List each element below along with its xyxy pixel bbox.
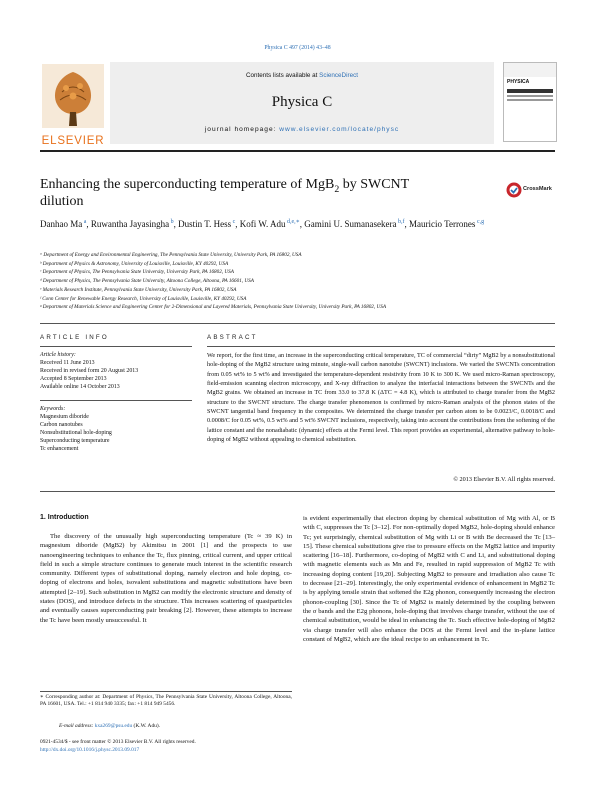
email-link[interactable]: kxa269@psu.edu bbox=[94, 723, 133, 729]
issn-line: 0921-4534/$ - see front matter © 2013 Elsevier B.V. All rights reserved. bbox=[40, 739, 196, 745]
affiliation-item: ᶜ Department of Physics, The Pennsylvania State University, University Park, PA 16802, USA bbox=[40, 269, 234, 276]
copyright-line: © 2013 Elsevier B.V. All rights reserved. bbox=[453, 476, 555, 483]
affiliation-item: ᵍ Department of Materials Science and Engineering Center for 2-Dimensional and Layered Materials, Pennsylvania State University, University Park, PA 16802, USA bbox=[40, 304, 387, 311]
affiliation-list bbox=[40, 251, 555, 312]
affiliations-rule bbox=[40, 323, 555, 324]
email-tail: (K.W. Adu). bbox=[132, 723, 160, 729]
affiliation-item: ᵇ Department of Physics & Astronomy, University of Louisville, Louisville, KY 40292, USA bbox=[40, 260, 229, 267]
article-info-heading: ARTICLE INFO bbox=[40, 334, 109, 341]
journal-reference[interactable]: Physica C 497 (2014) 43–48 bbox=[264, 45, 331, 51]
header-rule bbox=[40, 150, 555, 152]
author-affiliation-mark[interactable]: c bbox=[231, 219, 236, 225]
homepage-prefix: journal homepage: bbox=[204, 126, 280, 133]
journal-cover[interactable] bbox=[503, 62, 557, 142]
keyword-item: Magnesium diboride bbox=[40, 414, 89, 421]
keyword-item: Nonsubstitutional hole-doping bbox=[40, 430, 112, 437]
keywords-label: Keywords: bbox=[40, 406, 66, 412]
abstract-rule bbox=[207, 346, 555, 347]
affiliation-item: ᶠ Conn Center for Renewable Energy Research, University of Louisville, Louisville, KY 40292, USA bbox=[40, 295, 247, 302]
author-name: Ruwantha Jayasingha bbox=[90, 219, 170, 229]
author-affiliation-mark[interactable]: b,f bbox=[396, 219, 405, 225]
author-affiliation-mark[interactable]: c,g bbox=[475, 219, 485, 225]
author-name: Gamini U. Sumanasekera bbox=[304, 219, 397, 229]
journal-homepage bbox=[110, 126, 494, 133]
contents-prefix: Contents lists available at bbox=[245, 72, 320, 79]
email-label: E-mail address: bbox=[59, 723, 95, 729]
corresponding-footnote: ∗ Corresponding author at: Department of Physics, The Pennsylvania State University, Altoona College, Altoona, PA 16601, USA. Tel.: +1 814 940 3335; fax: +1 814 949 5456. bbox=[40, 694, 292, 708]
author-name: Kofi W. Adu bbox=[239, 219, 286, 229]
author-affiliation-mark[interactable]: d,e,∗ bbox=[285, 219, 300, 225]
keyword-item: Tc enhancement bbox=[40, 446, 79, 453]
author-affiliation-mark[interactable]: a bbox=[82, 219, 87, 225]
crossmark-label: CrossMark bbox=[523, 186, 552, 192]
author-list: Danhao Ma $^a$, Ruwantha Jayasingha $^b$, Dustin T. Hess $^c$, Kofi W. Adu $^{d,e,∗}$, Gamini U. Sumanasekera $^{b,f}$, Mauricio Terrones $^{c,g}$ bbox=[40, 219, 485, 229]
article-history bbox=[40, 351, 190, 391]
article-title: Enhancing the superconducting temperature of MgB$_2$ by SWCNT dilution bbox=[40, 177, 410, 209]
author-name: Dustin T. Hess bbox=[178, 219, 232, 229]
abstract-heading: ABSTRACT bbox=[207, 334, 258, 341]
abstract-text: We report, for the first time, an increase in the superconducting critical temperature, TC of commercial “dirty” MgB2 by a nonsubstitutional hole-doping of the MgB2 structure using minute, single-wall carbon nanotube (SWCNT) inclusions. We varied the SWCNTs concentration from 0.05 wt% to 5 wt% and investigated the temperature-dependent resistivity from 10 K to 300 K. We used micro-Raman spectroscopy, field-emission scanning electron microscopy, and X-ray diffraction to analyze the interfacial interactions between the SWCNTs and the MgB2 grains. We obtained an increase in TC from 33.0 to 37.8 K (ΔTC = 4.8 K), which is attributed to charge transfer from the MgB2 structure to the SWCNT structure. The charge transfer phenomenon is confirmed by micro-Raman analysis of the phonon states of the SWCNT tangential band frequency in the composites. We determined the charge transfer per carbon atom to be 0.0023/C, 0.0018/C and 0.0008/C for 0.05 wt%, 0.5 wt% and 5 wt% SWCNT inclusions, respectively, taking into account the contributions from the softening of the lattice constant and the nonadiabatic (dynamic) effects at the Fermi level. This report provides an experimental, alternative pathway to hole-doping of MgB2 without appealing to chemical substitution. bbox=[207, 352, 555, 444]
affiliation-item: ᵈ Department of Physics, The Pennsylvania State University, Altoona College, Altoona, PA 16601, USA bbox=[40, 278, 254, 285]
introduction-col1: The discovery of the unusually high superconducting temperature (Tc ≈ 39 K) in magnesium diboride (MgB2) by Akimitsu in 2001 [1] and the prospects to use nanoengineering techniques to enhance the Tc, flux pinning, critical current, and upper critical field in such a simple structure continues to generate much interest in the scientific research community. Different types of substitutional doping, namely electron and hole doping, co-doping of electrons and holes, isovalent substitutions and magnetic substitutions have been attempted [2–19]. Such substitution in MgB2 can modify the electronic structure and density of states (DOS), and introduce defects in the structure. This increases scattering of quasiparticles and eventually causes superconducting pair breaking [2]. However, these attempts to increase the Tc have been mostly unsuccessful. It bbox=[40, 533, 292, 624]
history-received: Received 11 June 2013 bbox=[40, 360, 95, 367]
introduction-heading: 1. Introduction bbox=[40, 514, 89, 521]
introduction-col2: is evident experimentally that electron doping by chemical substitution of Mg with Al, or B with C, suppresses the Tc [3–12]. For non-optimally doped MgB2, hole-doping should enhance Tc; yet surprisingly, chemical substitution of Mg with Li or B with Be decreased the Tc [13–15]. These chemical substitutions give rise to pressure effects on the MgB2 lattice and impurity scattering [16–18]. Furthermore, co-doping of MgB2 with C and Li, and substitutional doping with magnetic elements such as Mn and Fe, resulted in rapid suppression of MgB2 Tc with increasing doping content [19,20]. Subjecting MgB2 to pressure and irradiation also cause Tc to decrease [21–29]. Interestingly, the only experimental evidence of enhancement in MgB2 Tc is by applying tensile strain that softened the E2g phonon, consequently increasing the electron phonon-coupling [30]. Since the Tc of MgB2 is mainly determined by the coupling between the σ bands and the E2g phonons, hole-doping that involves charge transfer, without the use of chemical substitution, would be ideal in enhancing the Tc. Such effective hole-doping of MgB2 via charge transfer will also enhance the DOS at the Fermi level and the in-plane lattice constant of MgB2, which are the ideal recipe to an enhancement in Tc. bbox=[303, 515, 555, 643]
elsevier-logo[interactable] bbox=[40, 62, 106, 147]
footnote-separator bbox=[40, 691, 292, 692]
keyword-item: Superconducting temperature bbox=[40, 438, 110, 445]
history-online: Available online 14 October 2013 bbox=[40, 384, 120, 391]
keywords-block bbox=[40, 405, 190, 454]
email-footnote bbox=[59, 723, 292, 730]
crossmark-icon bbox=[506, 182, 522, 198]
sciencedirect-link[interactable]: ScienceDirect bbox=[319, 72, 358, 79]
cover-title: PHYSICA bbox=[507, 79, 530, 85]
article-info-rule bbox=[40, 346, 192, 347]
crossmark-badge[interactable] bbox=[506, 180, 558, 200]
history-revised: Received in revised form 20 August 2013 bbox=[40, 368, 139, 375]
author-affiliation-mark[interactable]: b bbox=[169, 219, 174, 225]
keywords-rule bbox=[40, 400, 192, 401]
keyword-item: Carbon nanotubes bbox=[40, 422, 83, 429]
elsevier-wordmark: ELSEVIER bbox=[41, 135, 105, 147]
contents-line bbox=[110, 72, 494, 79]
doi-link[interactable]: http://dx.doi.org/10.1016/j.physc.2013.09.017 bbox=[40, 747, 140, 753]
journal-title: Physica C bbox=[271, 94, 333, 110]
author-name: Mauricio Terrones bbox=[409, 219, 476, 229]
homepage-link[interactable]: www.elsevier.com/locate/physc bbox=[279, 126, 400, 133]
history-accepted: Accepted 8 September 2013 bbox=[40, 376, 107, 383]
abstract-bottom-rule bbox=[40, 491, 555, 492]
affiliation-item: ᵉ Materials Research Institute, Pennsylvania State University, University Park, PA 16802, USA bbox=[40, 286, 237, 293]
elsevier-tree-icon bbox=[40, 62, 106, 132]
affiliation-item: ᵃ Department of Energy and Environmental Engineering, The Pennsylvania State University, University Park, PA 16802, USA bbox=[40, 252, 302, 258]
history-label: Article history: bbox=[40, 352, 76, 358]
author-name: Danhao Ma bbox=[40, 219, 83, 229]
